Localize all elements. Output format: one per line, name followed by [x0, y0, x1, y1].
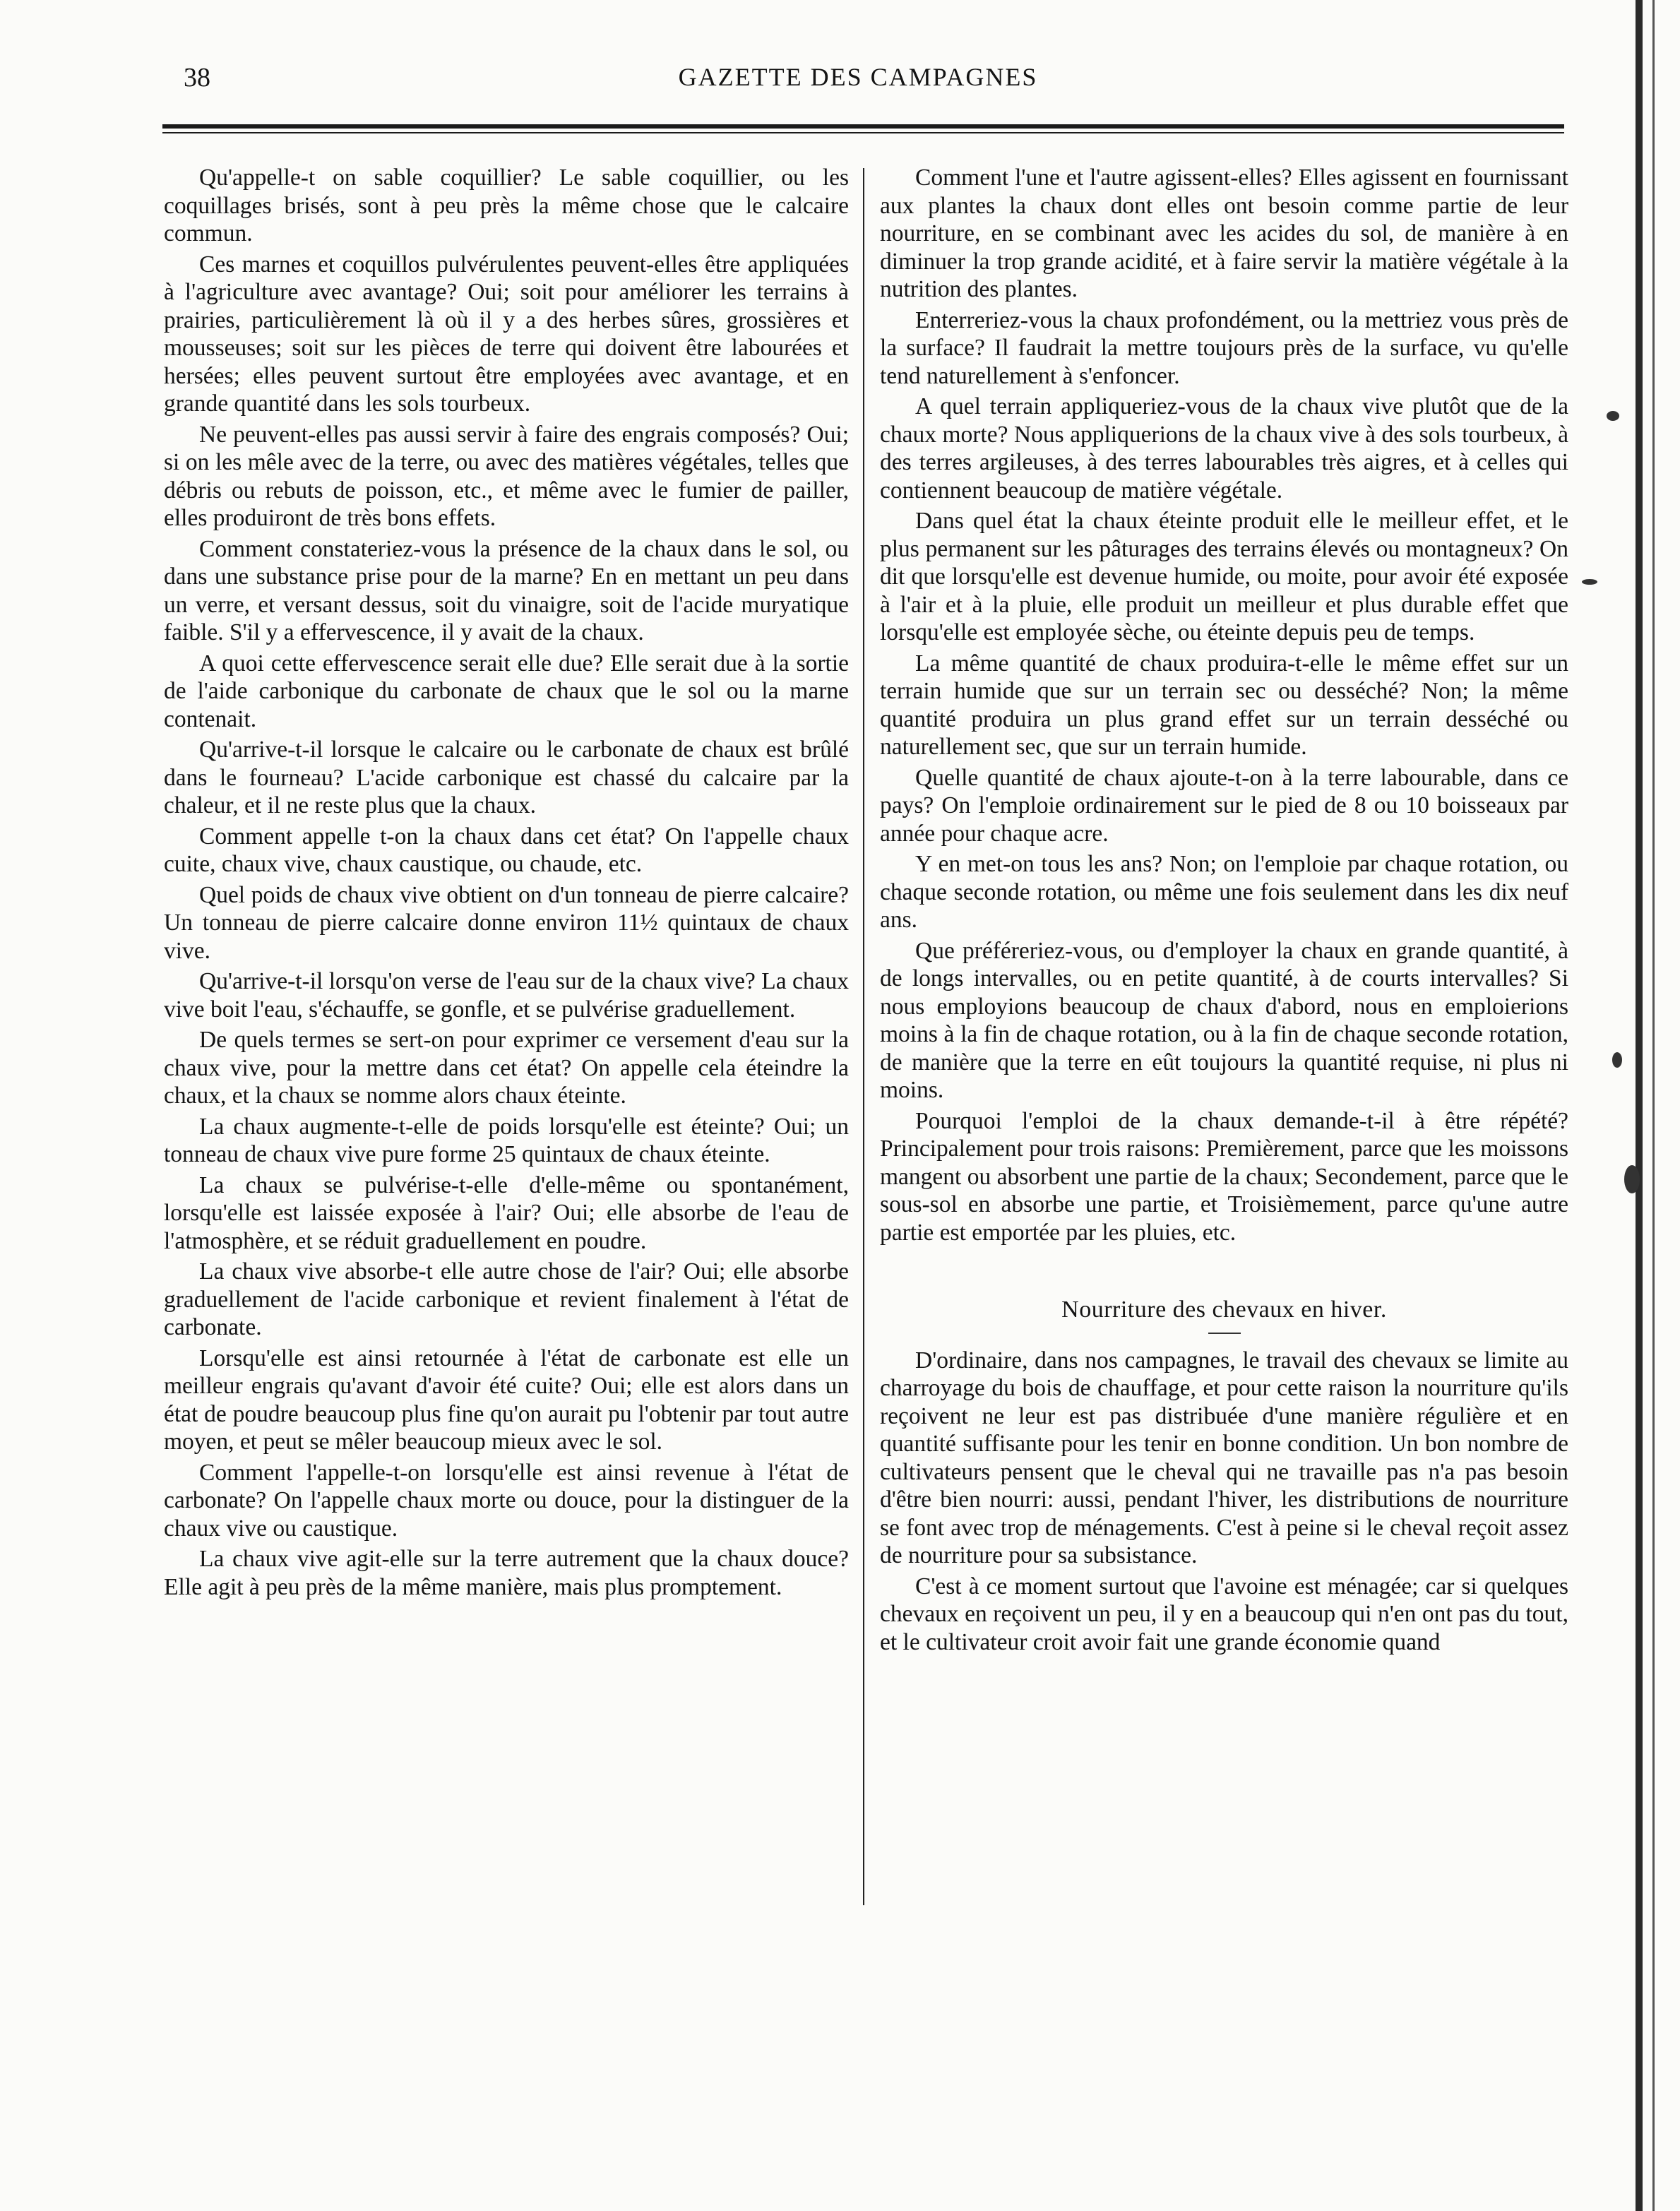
- paragraph: A quel terrain appliqueriez-vous de la chaux vive plutôt que de la chaux morte? Nous appliquerions de la chaux vive à des sols tourbeux, à des terres argileuses, à des terres labourables très aigres, et à celles qui contiennent beaucoup de matière végétale.: [880, 393, 1568, 503]
- paragraph: La chaux se pulvérise-t-elle d'elle-même ou spontanément, lorsqu'elle est laissée exposée à l'air? Oui; elle absorbe de l'eau de l'atmosphère, et se réduit graduellement en poudre.: [164, 1172, 849, 1254]
- paragraph: La chaux vive agit-elle sur la terre autrement que la chaux douce? Elle agit à peu près de la même manière, mais plus promptement.: [164, 1546, 849, 1600]
- paragraph: Lorsqu'elle est ainsi retournée à l'état de carbonate est elle un meilleur engrais qu'avant d'avoir été cuite? Oui; elle est alors dans un état de poudre beaucoup plus fine qu'on aurait pu l'obtenir par tout autre moyen, et peut se mêler beaucoup mieux avec le sol.: [164, 1345, 849, 1455]
- paragraph: Qu'arrive-t-il lorsque le calcaire ou le carbonate de chaux est brûlé dans le fourneau? L'acide carbonique est chassé du calcaire par la chaleur, et il ne reste plus que la chaux.: [164, 737, 849, 818]
- paragraph: La chaux vive absorbe-t elle autre chose de l'air? Oui; elle absorbe graduellement de l'acide carbonique et revient finalement à l'état de carbonate.: [164, 1258, 849, 1340]
- page-binding-edge: [1636, 0, 1643, 2211]
- print-speck: [1624, 1165, 1640, 1193]
- paragraph: Pourquoi l'emploi de la chaux demande-t-il à être répété? Principalement pour trois raisons: Premièrement, parce que les moissons mangent ou absorbent une partie de la chaux; Secondement, parce que le sous-sol en absorbe une partie, et Troisièmement, parce qu'une autre partie est emportée par les pluies, etc.: [880, 1107, 1568, 1246]
- paragraph: Qu'arrive-t-il lorsqu'on verse de l'eau sur de la chaux vive? La chaux vive boit l'eau, s'échauffe, se gonfle, et se pulvérise graduellement.: [164, 968, 849, 1023]
- column-divider: [863, 168, 864, 1905]
- paragraph: Comment l'appelle-t-on lorsqu'elle est ainsi revenue à l'état de carbonate? On l'appelle chaux morte ou douce, pour la distinguer de la chaux vive ou caustique.: [164, 1459, 849, 1542]
- running-title: GAZETTE DES CAMPAGNES: [678, 63, 1038, 91]
- header-double-rule: [162, 124, 1564, 133]
- paragraph: De quels termes se sert-on pour exprimer ce versement d'eau sur la chaux vive, pour la mettre dans cet état? On appelle cela éteindre la chaux, et la chaux se nomme alors chaux éteinte.: [164, 1027, 849, 1109]
- page-number: 38: [184, 63, 210, 93]
- left-column: [164, 164, 849, 1601]
- paragraph: D'ordinaire, dans nos campagnes, le travail des chevaux se limite au charroyage du bois de chauffage, et pour cette raison la nourriture qu'ils reçoivent ne leur est pas distribuée d'une manière régulière et en quantité suffisante pour les tenir en bonne condition. Un bon nombre de cultivateurs pensent que le cheval qui ne travaille pas n'a pas besoin d'être bien nourri: aussi, pendant l'hiver, les distributions de nourriture se font avec trop de ménagements. C'est à peine si le cheval reçoit assez de nourriture pour sa subsistance.: [880, 1347, 1568, 1568]
- paragraph: La chaux augmente-t-elle de poids lorsqu'elle est éteinte? Oui; un tonneau de chaux vive pure forme 25 quintaux de chaux éteinte.: [164, 1113, 849, 1167]
- paragraph: Quelle quantité de chaux ajoute-t-on à la terre labourable, dans ce pays? On l'emploie ordinairement sur le pied de 8 ou 10 boisseaux par année pour chaque acre.: [880, 764, 1568, 847]
- paragraph: Ces marnes et coquillos pulvérulentes peuvent-elles être appliquées à l'agriculture avec avantage? Oui; soit pour améliorer les terrains à prairies, particulièrement là où il y a des herbes sûres, grossières et mousseuses; soit sur les pièces de terre qui doivent être labourées et hersées; elles peuvent surtout être employées avec avantage, et en grande quantité dans les sols tourbeux.: [164, 251, 849, 417]
- heading-underline: [1208, 1333, 1241, 1334]
- paragraph: Y en met-on tous les ans? Non; on l'emploie par chaque rotation, ou chaque seconde rotation, ou même une fois seulement dans les dix neuf ans.: [880, 851, 1568, 933]
- paragraph: Comment l'une et l'autre agissent-elles? Elles agissent en fournissant aux plantes la chaux dont elles ont besoin comme partie de leur nourriture, en se combinant avec les acides du sol, de manière à en diminuer la trop grande acidité, et à faire servir la matière végétale à la nutrition des plantes.: [880, 165, 1568, 302]
- paragraph: Qu'appelle-t on sable coquillier? Le sable coquillier, ou les coquillages brisés, sont à peu près la même chose que le calcaire commun.: [164, 165, 849, 246]
- paragraph: Ne peuvent-elles pas aussi servir à faire des engrais composés? Oui; si on les mêle avec de la terre, ou avec des matières végétales, telles que débris ou rebuts de poisson, etc., et même avec le fumier de pailler, elles produiront de très bons effets.: [164, 421, 849, 531]
- paragraph: Enterreriez-vous la chaux profondément, ou la mettriez vous près de la surface? Il faudrait la mettre toujours près de la surface, vu qu'elle tend naturellement à s'enfoncer.: [880, 306, 1568, 389]
- paragraph: Que préféreriez-vous, ou d'employer la chaux en grande quantité, à de longs intervalles, ou en petite quantité, à de courts intervalles? Si nous employions beaucoup de chaux d'abord, nous en emploierions moins à la fin de chaque rotation, ou à la fin de chaque seconde rotation, de manière que la terre en eût toujours la quantité requise, ni plus ni moins.: [880, 937, 1568, 1103]
- page-header: [162, 58, 1554, 100]
- paragraph: A quoi cette effervescence serait elle due? Elle serait due à la sortie de l'aide carbonique du carbonate de chaux que le sol ou la marne contenait.: [164, 650, 849, 732]
- section-heading: Nourriture des chevaux en hiver.: [1061, 1297, 1387, 1323]
- print-speck: [1607, 411, 1619, 421]
- print-speck: [1582, 579, 1597, 585]
- paragraph: Quel poids de chaux vive obtient on d'un tonneau de pierre calcaire? Un tonneau de pierre calcaire donne environ 11½ quintaux de chaux vive.: [164, 881, 849, 964]
- paragraph: La même quantité de chaux produira-t-elle le même effet sur un terrain humide que sur un terrain sec ou desséché? Non; la même quantité produira un plus grand effet sur un terrain desséché ou naturellement sec, que sur un terrain humide.: [880, 650, 1568, 760]
- right-column: [880, 164, 1568, 1656]
- paragraph: Dans quel état la chaux éteinte produit elle le meilleur effet, et le plus permanent sur les pâturages des terrains élevés ou montagneux? On dit que lorsqu'elle est devenue humide, ou moite, pour avoir été exposée à l'air et à la pluie, elle produit un meilleur et plus durable effet que lorsqu'elle est employée sèche, ou éteinte depuis peu de temps.: [880, 508, 1568, 645]
- paragraph: Comment appelle t-on la chaux dans cet état? On l'appelle chaux cuite, chaux vive, chaux caustique, ou chaude, etc.: [164, 823, 849, 877]
- page-binding-edge-thin: [1652, 0, 1655, 2211]
- paragraph: Comment constateriez-vous la présence de la chaux dans le sol, ou dans une substance prise pour de la marne? En en mettant un peu dans un verre, et versant dessus, soit du vinaigre, soit de l'acide muryatique faible. S'il y a effervescence, il y avait de la chaux.: [164, 535, 849, 645]
- paragraph: C'est à ce moment surtout que l'avoine est ménagée; car si quelques chevaux en reçoivent un peu, il y en a beaucoup qui n'en ont pas du tout, et le cultivateur croit avoir fait une grande économie quand: [880, 1573, 1568, 1655]
- print-speck: [1612, 1052, 1622, 1068]
